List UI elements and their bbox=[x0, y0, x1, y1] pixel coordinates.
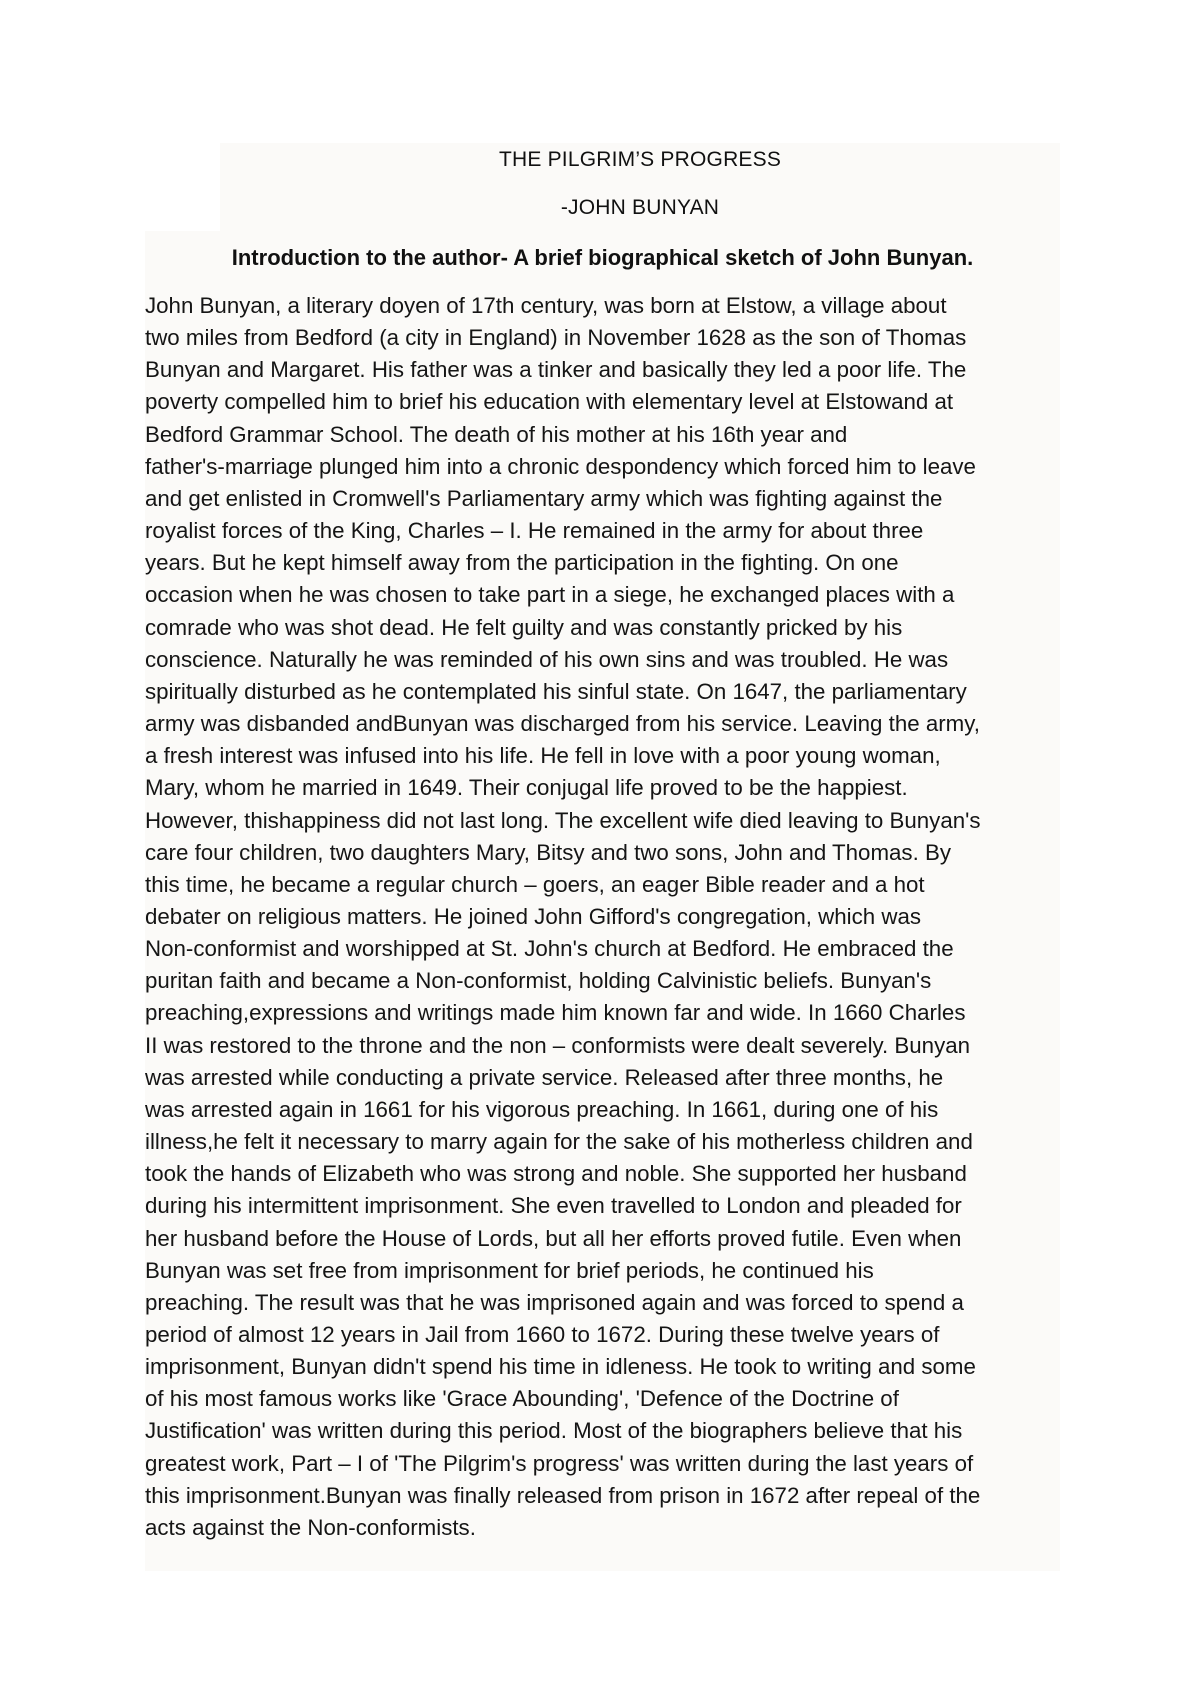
paragraph-line: However, thishappiness did not last long. The excellent wife died leaving to Bunyan's bbox=[145, 807, 981, 833]
paragraph-line: John Bunyan, a literary doyen of 17th century, was born at Elstow, a village about bbox=[145, 293, 947, 318]
paragraph-line: was arrested again in 1661 for his vigorous preaching. In 1661, during one of his bbox=[145, 1096, 939, 1122]
paragraph-line: preaching. The result was that he was imprisoned again and was forced to spend a bbox=[145, 1289, 964, 1315]
paragraph-line: army was disbanded andBunyan was discharged from his service. Leaving the army, bbox=[145, 711, 980, 737]
paragraph-line: greatest work, Part – I of 'The Pilgrim's progress' was written during the last years of bbox=[145, 1450, 974, 1476]
paragraph-line: was arrested while conducting a private service. Released after three months, he bbox=[145, 1064, 944, 1090]
paragraph-line: and get enlisted in Cromwell's Parliamentary army which was fighting against the bbox=[145, 485, 943, 511]
paragraph-line: II was restored to the throne and the non – conformists were dealt severely. Bunyan bbox=[145, 1032, 971, 1058]
document-title: THE PILGRIM’S PROGRESS bbox=[498, 148, 782, 171]
paragraph-line: illness,he felt it necessary to marry again for the sake of his motherless children and bbox=[145, 1129, 973, 1155]
paragraph-line: during his intermittent imprisonment. She even travelled to London and pleaded for bbox=[145, 1193, 962, 1219]
section-subheading: Introduction to the author- A brief biographical sketch of John Bunyan. bbox=[231, 245, 974, 270]
paragraph-line: royalist forces of the King, Charles – I. He remained in the army for about three bbox=[145, 518, 924, 544]
document-author: -JOHN BUNYAN bbox=[560, 196, 720, 219]
paragraph-line: comrade who was shot dead. He felt guilty and was constantly pricked by his bbox=[145, 614, 903, 640]
paragraph-line: years. But he kept himself away from the participation in the fighting. On one bbox=[145, 550, 899, 576]
paragraph-line: two miles from Bedford (a city in England) in November 1628 as the son of Thomas bbox=[145, 325, 967, 351]
paragraph-line: Mary, whom he married in 1649. Their conjugal life proved to be the happiest. bbox=[145, 775, 908, 801]
paragraph-line: acts against the Non-conformists. bbox=[145, 1514, 476, 1540]
paragraph-line: father's-marriage plunged him into a chronic despondency which forced him to leave bbox=[145, 453, 976, 479]
paragraph-line: poverty compelled him to brief his education with elementary level at Elstowand at bbox=[145, 389, 954, 415]
paragraph-line: this imprisonment.Bunyan was finally released from prison in 1672 after repeal of the bbox=[145, 1482, 981, 1508]
paragraph-line: a fresh interest was infused into his life. He fell in love with a poor young woman, bbox=[145, 743, 941, 769]
paragraph-line: occasion when he was chosen to take part in a siege, he exchanged places with a bbox=[145, 582, 955, 608]
paragraph-line: spiritually disturbed as he contemplated his sinful state. On 1647, the parliamentary bbox=[145, 678, 967, 704]
paragraph-line: period of almost 12 years in Jail from 1660 to 1672. During these twelve years of bbox=[145, 1322, 940, 1347]
paragraph-line: Non-conformist and worshipped at St. John's church at Bedford. He embraced the bbox=[145, 936, 954, 962]
paragraph-line: preaching,expressions and writings made him known far and wide. In 1660 Charles bbox=[145, 1000, 966, 1026]
paragraph-line: Justification' was written during this period. Most of the biographers believe that his bbox=[145, 1418, 963, 1444]
paragraph-line: debater on religious matters. He joined John Gifford's congregation, which was bbox=[145, 903, 921, 929]
paragraph-line: Bedford Grammar School. The death of his mother at his 16th year and bbox=[145, 421, 848, 447]
paragraph-line: imprisonment, Bunyan didn't spend his time in idleness. He took to writing and some bbox=[145, 1354, 976, 1380]
paragraph-line: puritan faith and became a Non-conformist, holding Calvinistic beliefs. Bunyan's bbox=[145, 968, 932, 994]
paragraph-line: Bunyan was set free from imprisonment for brief periods, he continued his bbox=[145, 1257, 874, 1283]
paragraph-line: of his most famous works like 'Grace Abounding', 'Defence of the Doctrine of bbox=[145, 1386, 899, 1412]
biography-paragraph bbox=[145, 290, 1063, 1544]
paragraph-line: Bunyan and Margaret. His father was a tinker and basically they led a poor life. The bbox=[145, 357, 967, 383]
paragraph-line: her husband before the House of Lords, but all her efforts proved futile. Even when bbox=[145, 1225, 962, 1251]
paragraph-line: conscience. Naturally he was reminded of his own sins and was troubled. He was bbox=[145, 646, 949, 672]
paragraph-line: care four children, two daughters Mary, Bitsy and two sons, John and Thomas. By bbox=[145, 839, 951, 865]
paragraph-line: this time, he became a regular church – goers, an eager Bible reader and a hot bbox=[145, 871, 925, 897]
paragraph-line: took the hands of Elizabeth who was strong and noble. She supported her husband bbox=[145, 1161, 967, 1187]
